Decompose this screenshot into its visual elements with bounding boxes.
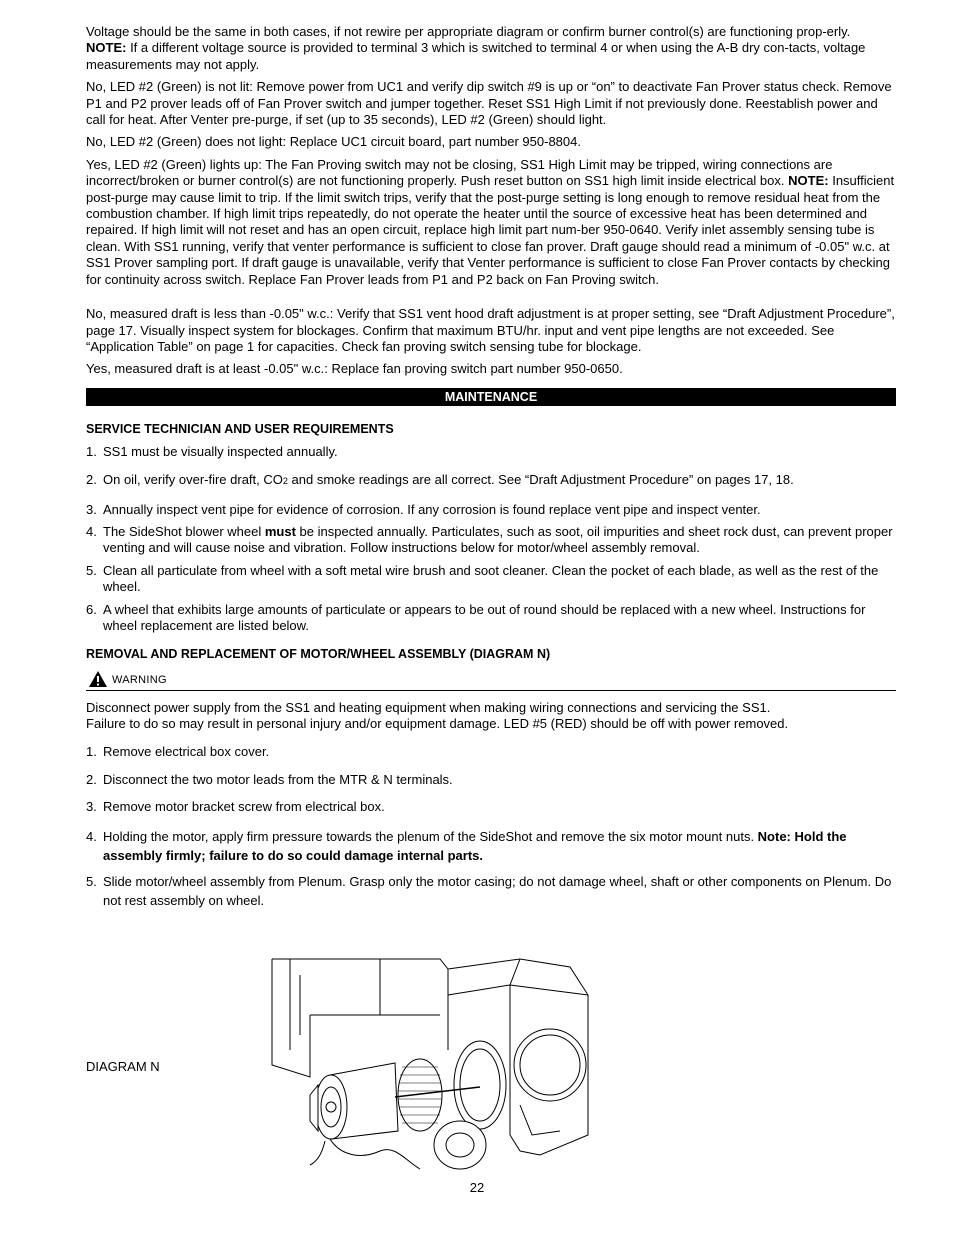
item-number: 1. <box>86 744 97 760</box>
paragraph-voltage <box>86 24 896 73</box>
paragraph-draft-low: No, measured draft is less than -0.05" w.c.: Verify that SS1 vent hood draft adjustment is at proper setting, see “Draft Adjustment Procedure”, page 17. Visually inspect system for blockages. Confirm that maximum BTU/hr. input and vent pipe lengths are not exceeded. See “Application Table” on page 1 for capacities. Check fan proving switch sensing tube for blockage. <box>86 306 895 354</box>
page-content <box>86 24 896 910</box>
item-text: Clean all particulate from wheel with a soft metal wire brush and soot cleaner. Clean the pocket of each blade, as well as the rest of the wheel. <box>103 562 879 595</box>
item-text: Holding the motor, apply firm pressure towards the plenum of the SideShot and remove the six motor mount nuts. <box>103 828 758 844</box>
paragraph-led2-lights-up <box>86 157 896 288</box>
warning-line: Disconnect power supply from the SS1 and heating equipment when making wiring connections and servicing the SS1. <box>86 700 771 716</box>
item-text: be inspected annually. Particulates, such as soot, oil impurities and sheet rock dust, can prevent proper venting and will cause noise and vibration. Follow instructions below for motor/wheel assembly removal. <box>103 523 893 556</box>
item-text: SS1 must be visually inspected annually. <box>103 443 338 459</box>
note-label: NOTE: <box>788 173 829 189</box>
emphasis: Note: Hold the assembly firmly; failure to do so could damage internal parts. <box>103 828 847 863</box>
paragraph-text: Yes, LED #2 (Green) lights up: The Fan Proving switch may not be closing, SS1 High Limit may be tripped, wiring connections are incorrect/broken or burner control(s) are not functioning properly. Push reset button on SS1 high limit inside electrical box. <box>86 156 833 189</box>
paragraph-text: If a different voltage source is provided to terminal 3 which is switched to terminal 4 or when using the A-B dry con-tacts, voltage measurements may not apply. <box>86 40 866 72</box>
item-number: 2. <box>86 771 97 787</box>
subscript: 2 <box>282 476 288 487</box>
item-text: Remove motor bracket screw from electrical box. <box>103 799 385 815</box>
paragraph-led2-not-lit: No, LED #2 (Green) is not lit: Remove power from UC1 and verify dip switch #9 is up or “on” to deactivate Fan Prover status check. Remove P1 and P2 prover leads off of Fan Prover switch and jumper together. Reset SS1 High Limit if not previously done. Reestablish power and call for heat. After Venter pre-purge, if set (up to 35 seconds), LED #2 (Green) should light. <box>86 79 892 128</box>
item-number: 5. <box>86 873 97 889</box>
list-item <box>86 444 896 460</box>
item-text: A wheel that exhibits large amounts of particulate or appears to be out of round should be replaced with a new wheel. Instructions for wheel replacement are listed below. <box>103 601 866 633</box>
list-item <box>86 563 896 596</box>
item-text: Disconnect the two motor leads from the MTR & N terminals. <box>103 771 453 787</box>
warning-line: Failure to do so may result in personal injury and/or equipment damage. LED #5 (RED) should be off with power removed. <box>86 715 789 731</box>
list-item <box>86 799 896 815</box>
item-text: Annually inspect vent pipe for evidence of corrosion. If any corrosion is found replace vent pipe and inspect venter. <box>103 501 761 517</box>
section-heading: REMOVAL AND REPLACEMENT OF MOTOR/WHEEL ASSEMBLY (DIAGRAM N) <box>86 647 551 662</box>
item-number: 6. <box>86 601 97 617</box>
warning-banner <box>86 670 896 691</box>
item-text: On oil, verify over-fire draft, CO <box>103 472 283 488</box>
maintenance-list <box>86 444 896 635</box>
warning-text <box>86 700 896 731</box>
list-item <box>86 502 896 518</box>
paragraph-draft-ok: Yes, measured draft is at least -0.05" w.c.: Replace fan proving switch part number 950-0650. <box>86 361 623 377</box>
item-text: The SideShot blower wheel <box>103 523 265 539</box>
page-number: 22 <box>469 1180 485 1195</box>
item-number: 1. <box>86 443 97 459</box>
diagram-n-illustration <box>270 955 590 1177</box>
warning-label: WARNING <box>112 674 167 687</box>
list-item <box>86 744 896 760</box>
item-number: 4. <box>86 828 97 844</box>
warning-icon <box>88 670 108 688</box>
item-number: 4. <box>86 523 97 539</box>
paragraph-text: Voltage should be the same in both cases, if not rewire per appropriate diagram or confirm burner control(s) are functioning prop-erly. <box>86 24 851 39</box>
paragraph-led2-no-light: No, LED #2 (Green) does not light: Replace UC1 circuit board, part number 950-8804. <box>86 134 581 150</box>
paragraph-text: Insufficient post-purge may cause limit to trip. If the limit switch trips, verify that the post-purge setting is long enough to remove residual heat from the combustion chamber. If high limit trips repeatedly, do not operate the heater until the source of excessive heat has been determined and repaired. If high limit will not reset and has an open circuit, replace high limit part num-ber 950-0640. Verify inlet assembly sensing tube is clean. With SS1 running, verify that venter performance is sufficient to close fan prover. Draft gauge should read a minimum of -0.05" w.c. at SS1 Prover sampling port. If draft gauge is unavailable, verify that Venter performance is sufficient to close Fan Prover contacts by checking for continuity across switch. Replace Fan Prover leads from P1 and P2 back on Fan Proving switch. <box>86 173 895 287</box>
list-item <box>86 472 896 489</box>
list-item <box>86 827 896 865</box>
list-item <box>86 602 896 635</box>
item-text: Remove electrical box cover. <box>103 744 270 760</box>
removal-list <box>86 744 896 909</box>
item-text: Slide motor/wheel assembly from Plenum. Grasp only the motor casing; do not damage wheel, shaft or other components on Plenum. Do not rest assembly on wheel. <box>103 873 892 908</box>
item-number: 3. <box>86 799 97 815</box>
item-number: 2. <box>86 472 97 488</box>
diagram-label: DIAGRAM N <box>86 1059 160 1074</box>
item-number: 5. <box>86 562 97 578</box>
list-item <box>86 872 896 910</box>
list-item <box>86 524 896 557</box>
item-text: and smoke readings are all correct. See “Draft Adjustment Procedure” on pages 17, 18. <box>287 472 794 488</box>
note-label: NOTE: <box>86 40 127 56</box>
list-item <box>86 772 896 788</box>
item-number: 3. <box>86 501 97 517</box>
section-banner: MAINTENANCE <box>86 388 896 406</box>
section-heading: SERVICE TECHNICIAN AND USER REQUIREMENTS <box>86 421 394 436</box>
emphasis: must <box>264 523 296 539</box>
